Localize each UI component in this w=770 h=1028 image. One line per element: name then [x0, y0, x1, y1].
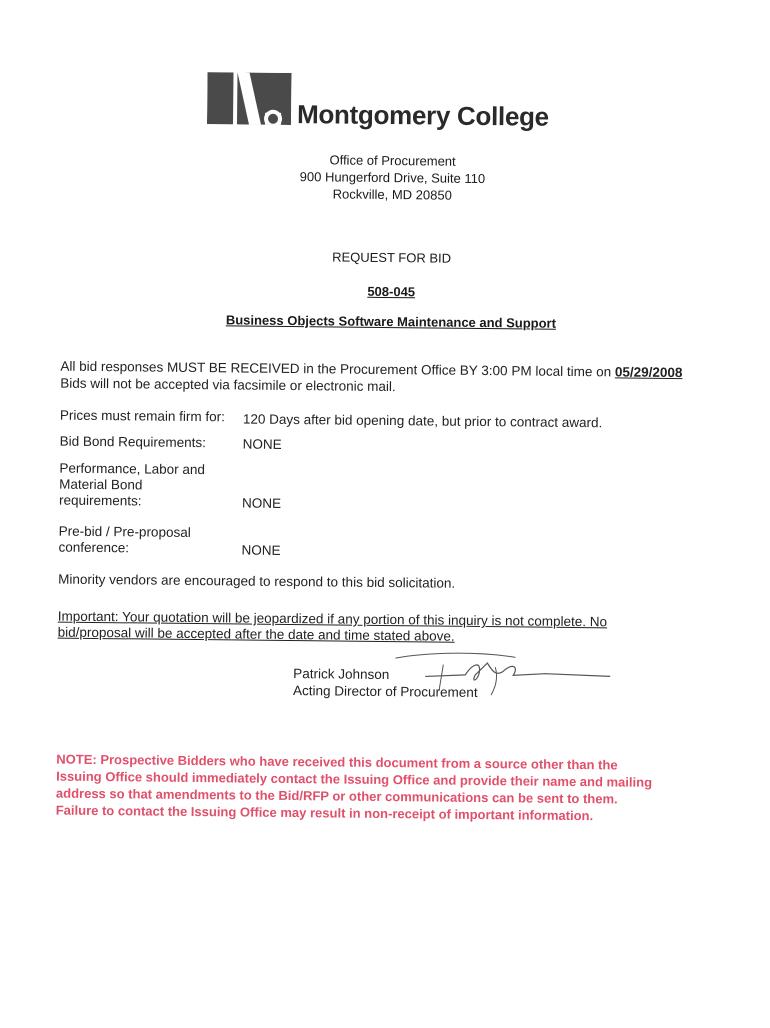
performance-label-1: Performance, Labor and: [59, 460, 206, 478]
important-line-1: Important: Your quotation will be jeopardized if any portion of this inquiry is not complete. No: [57, 608, 608, 630]
bid-bond-label: Bid Bond Requirements:: [59, 433, 207, 451]
deadline-text: All bid responses MUST BE RECEIVED in the Procurement Office BY 3:00 PM local time on: [60, 358, 612, 380]
submission-restriction: Bids will not be accepted via facsimile or electronic mail.: [60, 375, 396, 395]
bid-bond-value: NONE: [242, 436, 282, 452]
prebid-value: NONE: [241, 542, 281, 558]
prebid-label-2: conference:: [58, 539, 130, 556]
prices-value: 120 Days after bid opening date, but prior to contract award.: [242, 411, 603, 431]
note-line-3: address so that amendments to the Bid/RFP or other communications can be sent to them.: [55, 785, 618, 807]
document-heading: REQUEST FOR BID: [332, 249, 452, 266]
prebid-label-1: Pre-bid / Pre-proposal: [58, 523, 191, 540]
note-line-4: Failure to contact the Issuing Office may result in non-receipt of important information.: [55, 802, 594, 824]
office-city: Rockville, MD 20850: [332, 186, 452, 203]
note-block: [56, 751, 707, 826]
college-name: Montgomery College: [296, 99, 549, 132]
deadline-date: 05/29/2008: [614, 364, 683, 381]
office-name: Office of Procurement: [329, 152, 456, 169]
bid-number: 508-045: [367, 283, 416, 300]
office-street: 900 Hungerford Drive, Suite 110: [299, 169, 486, 187]
signatory-name: Patrick Johnson: [293, 666, 390, 683]
office-address: [172, 150, 613, 206]
college-logo-icon: [207, 72, 292, 125]
performance-label-3: requirements:: [58, 492, 142, 509]
bid-title: Business Objects Software Maintenance and Support: [225, 312, 557, 331]
prices-label: Prices must remain firm for:: [59, 407, 226, 425]
note-line-2: Issuing Office should immediately contact the Issuing Office and provide their name and mailing: [56, 768, 653, 790]
performance-label-2: Material Bond: [59, 476, 143, 493]
note-line-1: NOTE: Prospective Bidders who have received this document from a source other than the: [56, 751, 618, 773]
performance-value: NONE: [241, 495, 282, 511]
minority-statement: Minority vendors are encouraged to respond to this bid solicitation.: [58, 571, 456, 591]
signatory-title: Acting Director of Procurement: [292, 683, 478, 700]
important-line-2: bid/proposal will be accepted after the date and time stated above.: [57, 624, 455, 644]
